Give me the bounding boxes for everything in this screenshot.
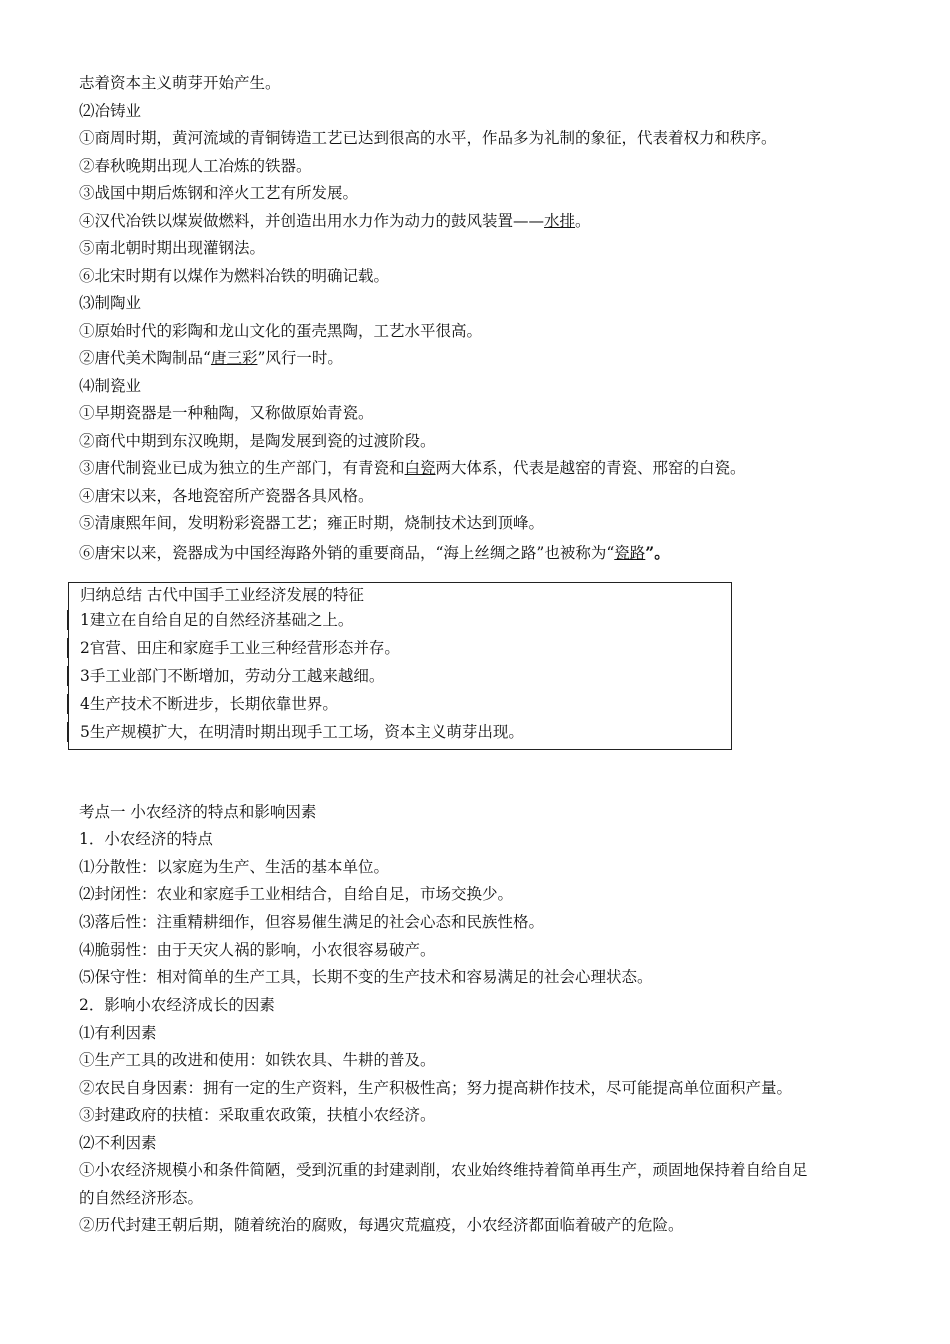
metal-item-1: ①商周时期，黄河流域的青铜铸造工艺已达到很高的水平，作品多为礼制的象征，代表着权力和秩序。 [79,129,777,147]
trait-2: ⑵封闭性：农业和家庭手工业相结合，自给自足，市场交换少。 [79,885,514,903]
pottery-item-1: ①原始时代的彩陶和龙山文化的蛋壳黑陶，工艺水平很高。 [79,322,483,340]
favorable-heading: ⑴有利因素 [79,1024,157,1042]
trait-5: ⑸保守性：相对简单的生产工具，长期不变的生产技术和容易满足的社会心理状态。 [79,968,653,986]
favorable-item-2: ②农民自身因素：拥有一定的生产资料，生产积极性高；努力提高耕作技术，尽可能提高单位面积产量。 [79,1079,793,1097]
summary-box [68,582,732,750]
porcelain-item-4: ④唐宋以来，各地瓷窑所产瓷器各具风格。 [79,487,374,505]
summary-item-4: 4生产技术不断进步，长期依靠世界。 [80,695,338,713]
pottery-item-2 [79,348,343,368]
porcelain-item-6-text: ⑥唐宋以来，瓷器成为中国经海路外销的重要商品，“海上丝绸之路”也被称为“ [79,544,615,562]
summary-bracket-1 [67,610,72,630]
metal-heading: ⑵冶铸业 [79,102,142,120]
porcelain-item-6-term: 瓷路 [614,544,646,562]
summary-bracket-2 [67,638,72,658]
metal-item-5: ⑤南北朝时期出现灌钢法。 [79,239,266,257]
summary-item-3: 3手工业部门不断增加，劳动分工越来越细。 [80,667,385,685]
porcelain-item-3-text: ③唐代制瓷业已成为独立的生产部门，有青瓷和 [79,459,405,477]
favorable-item-1: ①生产工具的改进和使用：如铁农具、牛耕的普及。 [79,1051,436,1069]
pottery-item-2-text: ②唐代美术陶制品“ [79,349,211,367]
porcelain-item-3-end: 两大体系，代表是越窑的青瓷、邢窑的白瓷。 [435,459,746,477]
porcelain-item-3 [79,458,746,478]
unfavorable-item-2: ②历代封建王朝后期，随着统治的腐败，每遇灾荒瘟疫，小农经济都面临着破产的危险。 [79,1216,684,1234]
summary-bracket-4 [67,694,72,714]
trait-4: ⑷脆弱性：由于天灾人祸的影响，小农很容易破产。 [79,941,436,959]
porcelain-item-6-end: ”。 [645,543,670,562]
summary-item-2: 2官营、田庄和家庭手工业三种经营形态并存。 [80,639,400,657]
trait-3: ⑶落后性：注重精耕细作，但容易催生满足的社会心态和民族性格。 [79,913,545,931]
porcelain-item-6 [79,543,670,563]
metal-item-2: ②春秋晚期出现人工冶炼的铁器。 [79,157,312,175]
summary-bracket-5 [67,722,72,742]
porcelain-heading: ⑷制瓷业 [79,377,142,395]
metal-item-4-term: 水排 [544,212,576,230]
metal-item-4 [79,211,591,231]
pottery-heading: ⑶制陶业 [79,294,142,312]
section-1-heading: 1．小农经济的特点 [79,830,213,848]
metal-item-6: ⑥北宋时期有以煤作为燃料冶铁的明确记载。 [79,267,390,285]
favorable-item-3: ③封建政府的扶植：采取重农政策，扶植小农经济。 [79,1106,436,1124]
summary-title: 归纳总结 古代中国手工业经济发展的特征 [80,586,364,604]
metal-item-4-end: 。 [575,212,591,230]
summary-item-1: 1建立在自给自足的自然经济基础之上。 [80,611,354,629]
porcelain-item-5: ⑤清康熙年间，发明粉彩瓷器工艺；雍正时期，烧制技术达到顶峰。 [79,514,545,532]
porcelain-item-2: ②商代中期到东汉晚期，是陶发展到瓷的过渡阶段。 [79,432,436,450]
pottery-item-2-end: ”风行一时。 [257,349,343,367]
metal-item-3: ③战国中期后炼钢和淬火工艺有所发展。 [79,184,359,202]
metal-item-4-text: ④汉代冶铁以煤炭做燃料，并创造出用水力作为动力的鼓风装置—— [79,212,545,230]
porcelain-item-1: ①早期瓷器是一种釉陶，又称做原始青瓷。 [79,404,374,422]
section-2-heading: 2．影响小农经济成长的因素 [79,996,275,1014]
intro-line: 志着资本主义萌芽开始产生。 [79,74,281,92]
unfavorable-item-1a: ①小农经济规模小和条件简陋，受到沉重的封建剥削，农业始终维持着简单再生产，顽固地保持着自给自足 [79,1161,808,1179]
kaodian-title: 考点一 小农经济的特点和影响因素 [79,803,317,821]
porcelain-item-3-term: 白瓷 [404,459,436,477]
unfavorable-heading: ⑵不利因素 [79,1134,157,1152]
pottery-item-2-term: 唐三彩 [210,349,258,367]
unfavorable-item-1b: 的自然经济形态。 [79,1189,204,1207]
summary-bracket-3 [67,666,72,686]
trait-1: ⑴分散性：以家庭为生产、生活的基本单位。 [79,858,390,876]
summary-item-5: 5生产规模扩大，在明清时期出现手工工场，资本主义萌芽出现。 [80,723,524,741]
